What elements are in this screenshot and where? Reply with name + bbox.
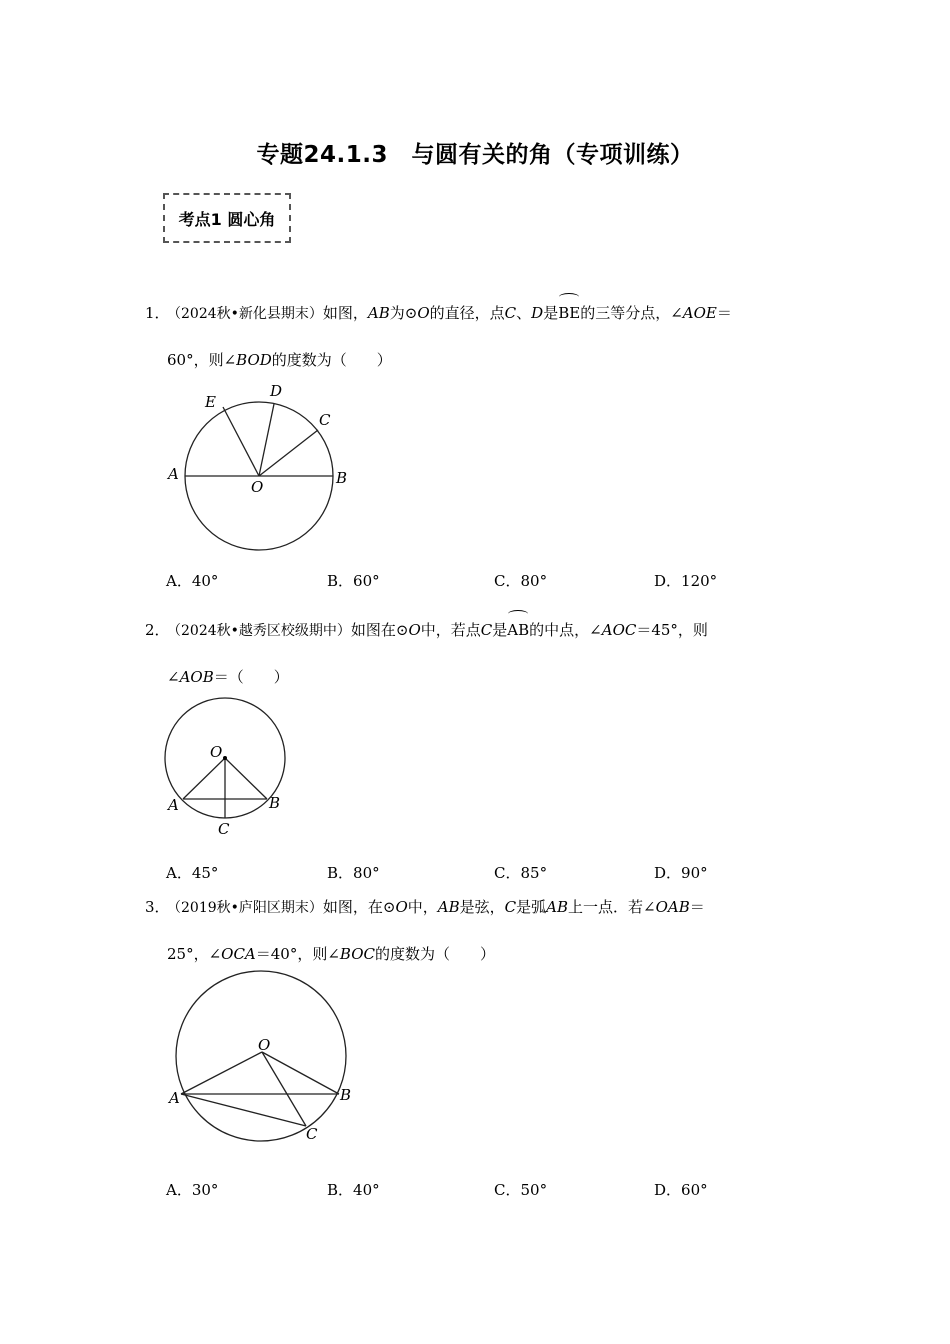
label-B: B [340, 1086, 352, 1104]
question-2-line-1 [145, 607, 810, 654]
option-d[interactable]: D．90° [654, 864, 708, 882]
option-d[interactable]: D．120° [654, 572, 718, 590]
var: O [395, 898, 408, 916]
question-source: （2019秋•庐阳区期末） [167, 900, 323, 916]
question-3 [145, 884, 810, 977]
var: BOC [339, 945, 375, 963]
question-text: 中， [407, 898, 438, 916]
question-text: ＝45°，则 [636, 621, 708, 639]
var: AB [546, 898, 569, 916]
var: O [417, 304, 430, 322]
label-A: A [168, 796, 179, 814]
question-text: 是弦， [459, 898, 505, 916]
question-text: ＝ [689, 898, 705, 916]
var: C [504, 898, 517, 916]
label-E: E [205, 393, 216, 411]
question-text: ＝40°，则∠ [255, 945, 340, 963]
question-text: 的三等分点，∠ [580, 304, 683, 322]
var: OCA [221, 945, 256, 963]
label-C: C [218, 820, 230, 838]
option-c[interactable]: C．85° [494, 864, 548, 882]
question-text: 为⊙ [389, 304, 418, 322]
question-text: 60°，则∠ [167, 351, 237, 369]
arc-label: AB [507, 607, 529, 653]
var: C [480, 621, 493, 639]
var: AB [367, 304, 390, 322]
question-text: 如图，在⊙ [322, 898, 396, 916]
var: D [531, 304, 544, 322]
option-b[interactable]: B．60° [327, 572, 380, 590]
option-c[interactable]: C．50° [494, 1181, 548, 1199]
label-O: O [258, 1036, 271, 1054]
question-text: 是 [492, 621, 508, 639]
question-text: 的度数为（ ） [375, 945, 496, 963]
label-B: B [336, 469, 348, 487]
question-1 [145, 290, 810, 383]
label-C: C [319, 411, 331, 429]
question-text: ∠ [167, 668, 180, 686]
label-D: D [270, 382, 283, 400]
var: OAB [655, 898, 690, 916]
label-A: A [168, 465, 179, 483]
label-B: B [269, 794, 281, 812]
var: AB [437, 898, 460, 916]
section-tag: 考点1 圆心角 [163, 193, 291, 243]
arc-label: BE [558, 290, 580, 336]
question-number: 1． [145, 304, 170, 322]
question-text: 的度数为（ ） [271, 351, 392, 369]
question-text: 是 [543, 304, 559, 322]
option-b[interactable]: B．80° [327, 864, 380, 882]
option-b[interactable]: B．40° [327, 1181, 380, 1199]
option-a[interactable]: A．45° [166, 864, 219, 882]
question-3-line-1 [145, 884, 810, 931]
question-1-line-1 [145, 290, 810, 337]
question-text: 的中点，∠ [529, 621, 602, 639]
question-text: 的直径，点 [429, 304, 505, 322]
page-title: 专题24.1.3 与圆有关的角（专项训练） [256, 142, 694, 168]
figure-q2 [160, 695, 290, 840]
option-a[interactable]: A．40° [166, 572, 219, 590]
question-number: 3． [145, 898, 170, 916]
question-text: 中，若点 [420, 621, 481, 639]
question-2 [145, 607, 810, 700]
question-source: （2024秋•新化县期末） [167, 306, 323, 322]
question-number: 2． [145, 621, 170, 639]
question-text: 如图， [322, 304, 368, 322]
question-2-line-2 [145, 654, 810, 700]
label-C: C [306, 1125, 318, 1143]
var: AOC [601, 621, 637, 639]
var: AOB [179, 668, 214, 686]
question-1-line-2 [145, 337, 810, 383]
option-c[interactable]: C．80° [494, 572, 548, 590]
question-text: 上一点．若∠ [568, 898, 656, 916]
question-text: ＝（ ） [213, 668, 289, 686]
question-text: 如图在⊙ [350, 621, 409, 639]
question-text: 是弧 [516, 898, 547, 916]
figure-q1 [160, 380, 360, 555]
var: C [504, 304, 517, 322]
label-A: A [169, 1089, 180, 1107]
label-O: O [251, 478, 264, 496]
question-text: 25°，∠ [167, 945, 222, 963]
var: AOE [682, 304, 717, 322]
question-text: ＝ [716, 304, 732, 322]
figure-q3 [160, 965, 360, 1150]
question-source: （2024秋•越秀区校级期中） [167, 623, 351, 639]
option-a[interactable]: A．30° [166, 1181, 219, 1199]
question-text: 、 [516, 304, 532, 322]
var: O [408, 621, 421, 639]
var: BOD [236, 351, 272, 369]
label-O: O [210, 743, 223, 761]
option-d[interactable]: D．60° [654, 1181, 708, 1199]
